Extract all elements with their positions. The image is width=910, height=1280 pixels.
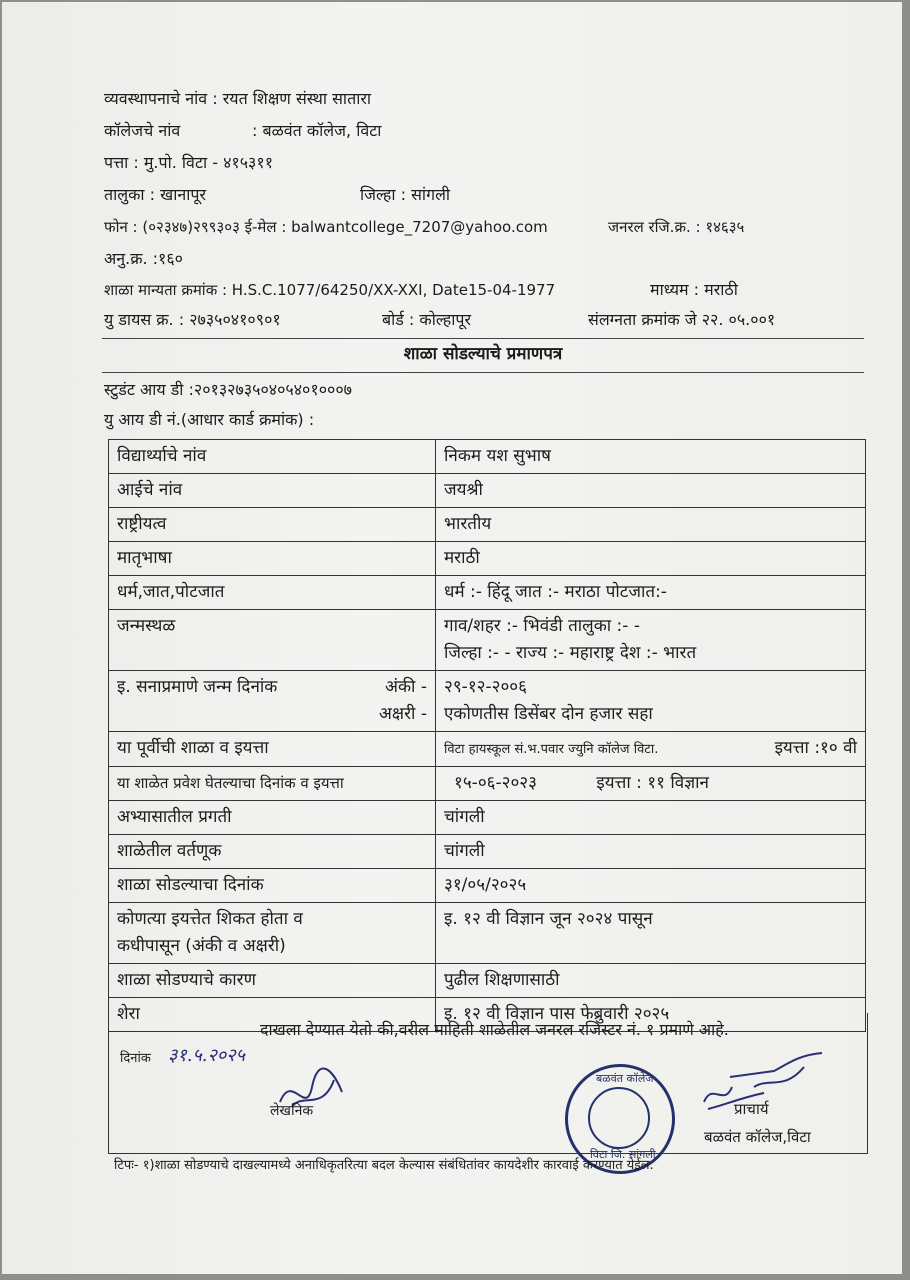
seal-text: बळवंत कॉलेज [596, 1072, 654, 1085]
declaration: दाखला देण्यात येतो की,वरील माहिती शाळेतील जनरल रजिस्टर नं. १ प्रमाणे आहे. [260, 1020, 729, 1039]
table-row [109, 964, 866, 998]
table-row [109, 440, 866, 474]
date-label: दिनांक [120, 1051, 151, 1066]
field-label: आईचे नांव [109, 474, 436, 508]
field-label: जन्मस्थळ [109, 610, 436, 671]
studying-label-cell [109, 903, 436, 964]
general-register-number: जनरल रजि.क्र. : १४६३५ [608, 218, 745, 236]
field-label: कोणत्या इयत्तेत शिकत होता व [117, 909, 303, 929]
conduct: चांगली [436, 835, 866, 869]
field-label: कधीपासून (अंकी व अक्षरी) [117, 936, 286, 956]
mother-tongue: मराठी [436, 542, 866, 576]
certificate-title: शाळा सोडल्याचे प्रमाणपत्र [403, 344, 563, 364]
previous-school-cell [436, 732, 866, 767]
field-label: विद्यार्थ्याचे नांव [109, 440, 436, 474]
field-label: या पूर्वीची शाळा व इयत्ता [109, 732, 436, 767]
certificate-page [2, 2, 902, 1274]
birthplace-line-1: गाव/शहर :- भिवंडी तालुका :- - [444, 616, 640, 636]
table-row [109, 732, 866, 767]
field-label: शेरा [109, 998, 436, 1032]
admission-date: १५-०६-२०२३ [454, 773, 537, 793]
field-label: अभ्यासातील प्रगती [109, 801, 436, 835]
birthplace-line-2: जिल्हा :- - राज्य :- महाराष्ट्र देश :- भारत [444, 643, 697, 663]
dob-cell [436, 671, 866, 732]
dob-figures-label: अंकी - [385, 677, 427, 697]
admission-standard: इयत्ता : ११ विज्ञान [596, 773, 709, 793]
table-row [109, 542, 866, 576]
dob-figures: २९-१२-२००६ [444, 677, 527, 697]
college-name: : बळवंत कॉलेज, विटा [252, 121, 382, 140]
taluka: तालुका : खानापूर [104, 185, 206, 204]
student-id: स्टुडंट आय डी :२०१३२७३५०४०५४०१०००७ [104, 380, 352, 399]
college-label: कॉलेजचे नांव [104, 121, 181, 140]
management-name: व्यवस्थापनाचे नांव : रयत शिक्षण संस्था सातारा [104, 89, 372, 108]
dob-words: एकोणतीस डिसेंबर दोन हजार सहा [444, 704, 653, 724]
student-name: निकम यश सुभाष [436, 440, 866, 474]
handwritten-date: ३१.५.२०२५ [168, 1045, 245, 1066]
academic-progress: चांगली [436, 801, 866, 835]
table-row [109, 869, 866, 903]
board: बोर्ड : कोल्हापूर [382, 310, 472, 329]
divider [102, 338, 864, 339]
table-row [109, 474, 866, 508]
footnote: टिपः- १)शाळा सोडण्याचे दाखल्यामध्ये अनाधिकृतरित्या बदल केल्यास संबंधितांवर कायदेशीर कारवाई करण्यात येईल. [114, 1158, 654, 1173]
birthplace [436, 610, 866, 671]
field-label: मातृभाषा [109, 542, 436, 576]
principal-label: प्राचार्य [734, 1100, 769, 1118]
phone-email: फोन : (०२३४७)२९९३०३ ई-मेल : balwantcollege_7207@yahoo.com [104, 218, 548, 236]
field-label: धर्म,जात,पोटजात [109, 576, 436, 610]
table-row [109, 576, 866, 610]
udise-number: यु डायस क्र. : २७३५०४१०९०१ [104, 310, 281, 329]
field-label: शाळेतील वर्तणूक [109, 835, 436, 869]
nationality: भारतीय [436, 508, 866, 542]
table-row [109, 610, 866, 671]
table-row [109, 903, 866, 964]
field-label: शाळा सोडण्याचे कारण [109, 964, 436, 998]
seal-text: विटा जि. सांगली [590, 1148, 656, 1161]
medium: माध्यम : मराठी [650, 280, 738, 299]
principal-college: बळवंत कॉलेज,विटा [704, 1128, 811, 1146]
leaving-date: ३१/०५/२०२५ [436, 869, 866, 903]
table-row [109, 767, 866, 801]
dob-label-cell [109, 671, 436, 732]
table-row [109, 801, 866, 835]
admission-cell [436, 767, 866, 801]
divider [102, 372, 864, 373]
address: पत्ता : मु.पो. विटा - ४१५३११ [104, 153, 274, 172]
clerk-label: लेखनिक [270, 1103, 314, 1119]
serial-number: अनु.क्र. :१६० [104, 249, 184, 268]
table-row [109, 671, 866, 732]
previous-school: विटा हायस्कूल सं.भ.पवार ज्युनि कॉलेज विटा. [444, 742, 659, 757]
affiliation-number: संलग्नता क्रमांक जे २२. ०५.००१ [588, 310, 776, 329]
field-label: राष्ट्रीयत्व [109, 508, 436, 542]
certificate-table [108, 439, 866, 1032]
aadhaar-uid: यु आय डी नं.(आधार कार्ड क्रमांक) : [104, 410, 315, 429]
religion-caste: धर्म :- हिंदू जात :- मराठा पोटजात:- [436, 576, 866, 610]
field-label: या शाळेत प्रवेश घेतल्याचा दिनांक व इयत्ता [109, 767, 436, 801]
district: जिल्हा : सांगली [360, 185, 451, 204]
dob-words-label: अक्षरी - [378, 704, 427, 724]
school-recognition: शाळा मान्यता क्रमांक : H.S.C.1077/64250/XX-XXI, Date15-04-1977 [104, 281, 556, 299]
previous-standard: इयत्ता :१० वी [774, 738, 857, 758]
studying-since: इ. १२ वी विज्ञान जून २०२४ पासून [436, 903, 866, 964]
leaving-reason: पुढील शिक्षणासाठी [436, 964, 866, 998]
field-label: शाळा सोडल्याचा दिनांक [109, 869, 436, 903]
remark: इ. १२ वी विज्ञान पास फेब्रुवारी २०२५ [436, 998, 866, 1032]
table-row [109, 508, 866, 542]
mother-name: जयश्री [436, 474, 866, 508]
field-label: इ. सनाप्रमाणे जन्म दिनांक [117, 677, 278, 697]
table-row [109, 835, 866, 869]
